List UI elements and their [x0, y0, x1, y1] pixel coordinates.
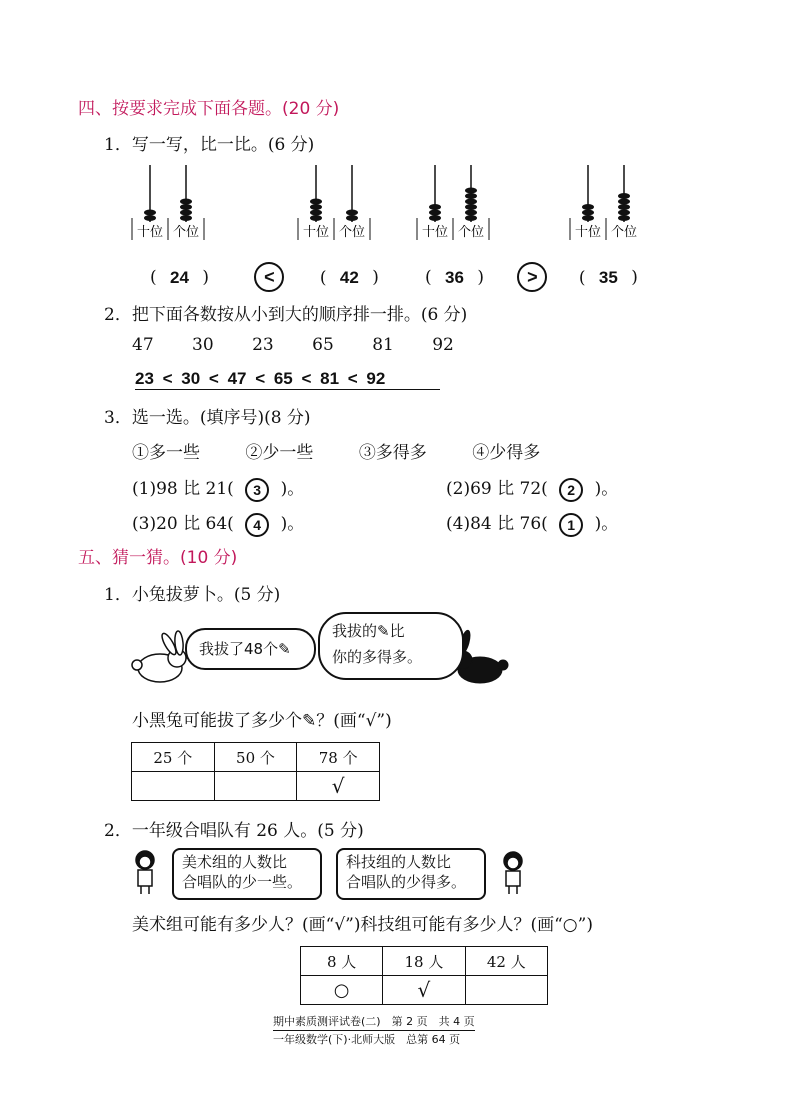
table-cell	[214, 772, 297, 801]
q3-item-1: (1)98 比 21( 3 )。	[132, 474, 304, 502]
carrot-icon: ✎	[278, 640, 291, 658]
speech-bubble-right: 我拔的✎比 你的多得多。	[318, 612, 464, 680]
s5-q2-title: 2．一年级合唱队有 26 人。(5 分)	[104, 821, 364, 841]
compare-sign-1: <	[254, 262, 284, 292]
abacus-bead	[465, 188, 477, 194]
q3-answer-3: 4	[245, 513, 269, 537]
number: 30	[192, 335, 214, 355]
place-label: 个位	[338, 225, 366, 240]
place-label: 十位	[421, 225, 449, 240]
abacus-bead	[582, 204, 594, 210]
answer-2: 42	[339, 267, 359, 287]
abacus-bead	[582, 215, 594, 221]
choir-table	[300, 946, 548, 1005]
table-header: 25 个	[132, 743, 215, 772]
table-cell: √	[297, 772, 380, 801]
abacus-bead	[346, 215, 358, 221]
compare-sign-2: >	[517, 262, 547, 292]
q1-answer-row: ( 24 ) < ( 42 )	[150, 262, 379, 292]
abacus-bead	[618, 210, 630, 216]
speech-bubble-tech: 科技组的人数比 合唱队的少得多。	[336, 848, 486, 900]
table-cell: √	[383, 976, 465, 1005]
carrot-icon: ✎	[377, 622, 390, 640]
table-header: 18 人	[383, 947, 465, 976]
abacus-bead	[618, 215, 630, 221]
abacus-bead	[465, 204, 477, 210]
abacus-bead	[465, 199, 477, 205]
q3-options	[132, 438, 540, 463]
abacus-bead	[618, 199, 630, 205]
section5-title: 五、猜一猜。(10 分)	[78, 548, 238, 568]
q3-answer-2: 2	[559, 478, 583, 502]
abacus-bead	[180, 204, 192, 210]
q2-numbers	[132, 335, 454, 355]
abacus-bead	[310, 204, 322, 210]
option: ①多一些	[132, 443, 200, 463]
table-header: 42 人	[465, 947, 547, 976]
place-label: 十位	[302, 225, 330, 240]
table-cell	[465, 976, 547, 1005]
speech-bubble-left: 我拔了48个✎	[185, 628, 316, 670]
footer-line-2: 一年级数学(下)·北师大版 总第 64 页	[273, 1033, 461, 1046]
abacus-bead	[346, 210, 358, 216]
abacus-bead	[618, 204, 630, 210]
q2-title: 2．把下面各数按从小到大的顺序排一排。(6 分)	[104, 305, 468, 325]
footer-line-1: 期中素质测评试卷(二) 第 2 页 共 4 页	[273, 1013, 475, 1031]
abacus-bead	[465, 193, 477, 199]
answer-3: 36	[445, 267, 464, 287]
table-header: 8 人	[301, 947, 383, 976]
place-label: 个位	[457, 225, 485, 240]
table-header: 78 个	[297, 743, 380, 772]
s5-q1-title: 1．小兔拔萝卜。(5 分)	[104, 585, 281, 605]
answer-4: 35	[598, 267, 618, 287]
carrot-icon: ✎	[302, 711, 317, 731]
girl-icon	[136, 851, 154, 894]
q3-answer-4: 1	[559, 513, 583, 537]
abacus-bead	[582, 210, 594, 216]
q3-item-4: (4)84 比 76( 1 )。	[446, 509, 618, 537]
white-rabbit-icon	[132, 631, 186, 682]
boy-icon	[504, 852, 522, 894]
abacus-bead	[180, 215, 192, 221]
place-label: 个位	[172, 225, 200, 240]
place-label: 十位	[574, 225, 602, 240]
q3-title: 3．选一选。(填序号)(8 分)	[104, 408, 311, 428]
table-header: 50 个	[214, 743, 297, 772]
q1-answer-row-2: ( 36 ) > ( 35 )	[425, 262, 638, 292]
abacus-figures	[120, 160, 640, 242]
abacus-bead	[465, 215, 477, 221]
number: 65	[312, 335, 334, 355]
abacus-bead	[180, 199, 192, 205]
abacus-bead	[429, 204, 441, 210]
q2-answer: 23 < 30 < 47 < 65 < 81 < 92	[135, 369, 440, 390]
number: 81	[372, 335, 394, 355]
number: 23	[252, 335, 274, 355]
table-cell: ○	[301, 976, 383, 1005]
q3-answer-1: 3	[245, 478, 269, 502]
abacus-bead	[144, 215, 156, 221]
abacus-bead	[429, 215, 441, 221]
number: 47	[132, 335, 154, 355]
abacus-bead	[310, 215, 322, 221]
answer-1: 24	[170, 267, 189, 287]
table-cell	[132, 772, 215, 801]
abacus-bead	[180, 210, 192, 216]
q3-item-2: (2)69 比 72( 2 )。	[446, 474, 618, 502]
q1-title: 1．写一写，比一比。(6 分)	[104, 135, 315, 155]
abacus-bead	[465, 210, 477, 216]
place-label: 十位	[136, 225, 164, 240]
place-label: 个位	[610, 225, 638, 240]
abacus-bead	[429, 210, 441, 216]
option: ④少得多	[472, 443, 541, 463]
option: ③多得多	[358, 443, 427, 463]
q3-item-3: (3)20 比 64( 4 )。	[132, 509, 304, 537]
abacus-bead	[310, 210, 322, 216]
number: 92	[432, 335, 454, 355]
abacus-bead	[310, 199, 322, 205]
option: ②少一些	[245, 443, 314, 463]
speech-bubble-art: 美术组的人数比 合唱队的少一些。	[172, 848, 322, 900]
s5-q1-question: 小黑兔可能拔了多少个✎？(画“√”)	[132, 711, 392, 731]
section4-title: 四、按要求完成下面各题。(20 分)	[78, 99, 340, 119]
abacus-bead	[618, 193, 630, 199]
s5-q2-question: 美术组可能有多少人？(画“√”)科技组可能有多少人？(画“○”)	[132, 915, 593, 935]
abacus-bead	[144, 210, 156, 216]
rabbit-table	[131, 742, 380, 801]
